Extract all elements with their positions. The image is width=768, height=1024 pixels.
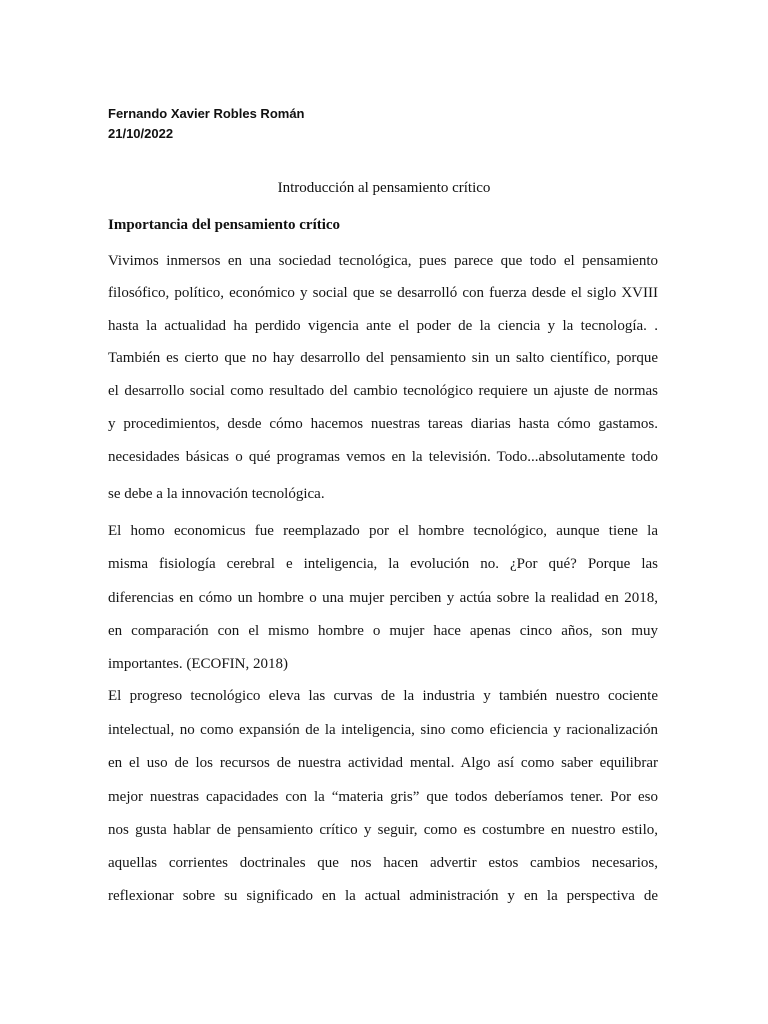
section-heading: Importancia del pensamiento crítico [108, 217, 341, 233]
paragraph-line: nos gusta hablar de pensamiento crítico y seguir, como es costumbre en nuestro estilo, [108, 822, 658, 838]
paragraph-line: mejor nuestras capacidades con la “materia gris” que todos deberíamos tener. Por eso [108, 789, 658, 805]
author-name: Fernando Xavier Robles Román [108, 106, 305, 121]
paragraph-line: También es cierto que no hay desarrollo del pensamiento sin un salto científico, porque [108, 350, 658, 366]
paragraph-line: diferencias en cómo un hombre o una mujer perciben y actúa sobre la realidad en 2018, [108, 590, 658, 606]
paragraph-line: reflexionar sobre su significado en la actual administración y en la perspectiva de [108, 888, 658, 904]
author-block [108, 104, 305, 144]
paragraph-line: aquellas corrientes doctrinales que nos hacen advertir estos cambios necesarios, [108, 855, 658, 871]
paragraph-line: necesidades básicas o qué programas vemos en la televisión. Todo...absolutamente todo [108, 449, 658, 465]
paragraph-line: hasta la actualidad ha perdido vigencia ante el poder de la ciencia y la tecnología. . [108, 318, 658, 334]
paragraph-line: filosófico, político, económico y social que se desarrolló con fuerza desde el siglo XVIII [108, 285, 658, 301]
paragraph-line: misma fisiología cerebral e inteligencia, la evolución no. ¿Por qué? Porque las [108, 556, 658, 572]
paragraph-line: importantes. (ECOFIN, 2018) [108, 656, 288, 672]
document-date: 21/10/2022 [108, 126, 174, 141]
paragraph-line: en comparación con el mismo hombre o mujer hace apenas cinco años, son muy [108, 623, 658, 639]
paragraph-line: y procedimientos, desde cómo hacemos nuestras tareas diarias hasta cómo gastamos. [108, 416, 658, 432]
paragraph-line: Vivimos inmersos en una sociedad tecnológica, pues parece que todo el pensamiento [108, 253, 658, 269]
document-title: Introducción al pensamiento crítico [277, 180, 491, 196]
paragraph-line: El progreso tecnológico eleva las curvas de la industria y también nuestro cociente [108, 688, 658, 704]
paragraph-line: se debe a la innovación tecnológica. [108, 486, 325, 502]
paragraph-line: en el uso de los recursos de nuestra actividad mental. Algo así como saber equilibrar [108, 755, 658, 771]
paragraph-line: el desarrollo social como resultado del cambio tecnológico requiere un ajuste de normas [108, 383, 658, 399]
paragraph-line: El homo economicus fue reemplazado por el hombre tecnológico, aunque tiene la [108, 523, 658, 539]
paragraph-line: intelectual, no como expansión de la inteligencia, sino como eficiencia y racionalización [108, 722, 658, 738]
